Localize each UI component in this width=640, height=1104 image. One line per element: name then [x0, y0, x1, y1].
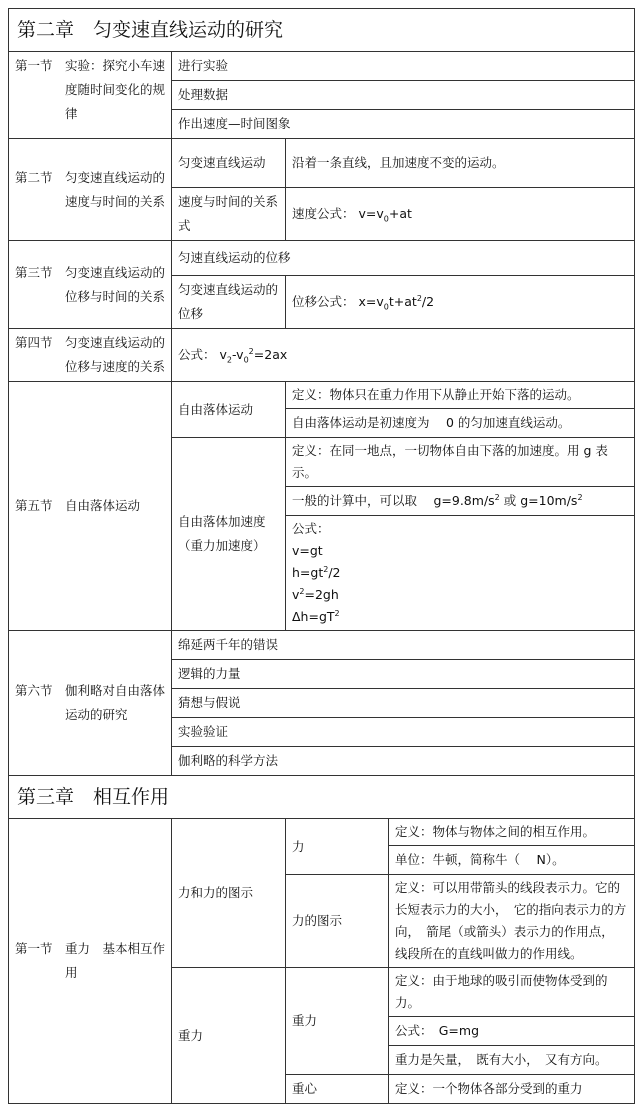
gravity-group-label: 重力 — [172, 968, 286, 1104]
c2s5-heading — [9, 382, 172, 631]
center-of-gravity-definition: 定义：一个物体各部分受到的重力 — [389, 1075, 635, 1104]
freefall-note: 自由落体运动是初速度为 0 的匀加速直线运动。 — [286, 409, 635, 438]
force-label: 力 — [286, 819, 389, 875]
section-number: 第二节 — [15, 169, 53, 185]
force-definition: 定义：物体与物体之间的相互作用。 — [389, 819, 635, 846]
section-title: 匀变速直线运动的位移与速度的关系 — [65, 335, 166, 374]
gravity-accel-definition: 定义：在同一地点，一切物体自由下落的加速度。用 g 表示。 — [286, 438, 635, 487]
gravity-label: 重力 — [286, 968, 389, 1075]
c2s1-item-2: 处理数据 — [172, 81, 635, 110]
c2s2-row2-label: 速度与时间的关系式 — [172, 188, 286, 241]
chapter2-table-b — [8, 381, 635, 776]
c2s3-heading — [9, 241, 172, 329]
chapter3-title: 第三章 相互作用 — [9, 776, 635, 819]
study-notes-page — [8, 8, 634, 1104]
section-number: 第五节 — [15, 498, 53, 513]
chapter2-title: 第二章 匀变速直线运动的研究 — [9, 9, 635, 52]
c2s2-row1-label: 匀变速直线运动 — [172, 139, 286, 188]
chapter3-table — [8, 775, 635, 1104]
gravity-accel-label: 自由落体加速度（重力加速度） — [172, 438, 286, 631]
center-of-gravity-label: 重心 — [286, 1075, 389, 1104]
force-diagram-group-label: 力和力的图示 — [172, 819, 286, 968]
gravity-accel-calc: 一般的计算中，可以取 $g=9.8m/s^2$ 或 $g=10m/s^2$ — [286, 487, 635, 516]
formula-4: $\Delta h=gT^2$ — [292, 608, 340, 624]
gravity-definition: 定义：由于地球的吸引而使物体受到的力。 — [389, 968, 635, 1017]
c2s1-heading — [9, 52, 172, 139]
freefall-formulas — [286, 516, 635, 631]
section-title: 匀变速直线运动的位移与时间的关系 — [65, 264, 166, 304]
section-title: 重力 基本相互作用 — [65, 941, 166, 980]
freefall-label: 自由落体运动 — [172, 382, 286, 438]
formula-prefix: 位移公式： — [292, 294, 355, 309]
c2s6-item-5: 伽利略的科学方法 — [172, 747, 635, 776]
c2s2-row1-text: 沿着一条直线，且加速度不变的运动。 — [286, 139, 635, 188]
chapter2-table — [8, 8, 635, 382]
force-unit: 单位：牛顿，简称牛（ N）。 — [389, 846, 635, 875]
section-number: 第一节 — [15, 941, 53, 956]
section-number: 第一节 — [15, 58, 53, 73]
section-title: 实验：探究小车速度随时间变化的规律 — [65, 58, 166, 121]
c2s6-item-3: 猜想与假说 — [172, 689, 635, 718]
formula-title: 公式： — [292, 521, 330, 536]
c3s1-heading — [9, 819, 172, 1104]
c2s3-row2-label: 匀变速直线运动的位移 — [172, 276, 286, 329]
section-number: 第三节 — [15, 264, 53, 280]
displacement-formula: $x=v_0t+at^2/2$ — [358, 293, 435, 312]
gravity-vector-note: 重力是矢量， 既有大小， 又有方向。 — [389, 1046, 635, 1075]
c2s1-item-1: 进行实验 — [172, 52, 635, 81]
c2s6-item-1: 绵延两千年的错误 — [172, 631, 635, 660]
section-title: 伽利略对自由落体运动的研究 — [65, 683, 166, 722]
formula-prefix: 公式： — [178, 347, 216, 362]
c2s6-item-4: 实验验证 — [172, 718, 635, 747]
formula-prefix: 速度公式： — [292, 206, 355, 221]
force-diagram-label: 力的图示 — [286, 875, 389, 968]
c2s4-formula-cell — [172, 329, 635, 382]
c2s2-heading — [9, 139, 172, 241]
c2s6-item-2: 逻辑的力量 — [172, 660, 635, 689]
formula-3: $v^2=2gh$ — [292, 586, 339, 602]
c2s4-heading — [9, 329, 172, 382]
formula-2: $h=gt^2/2$ — [292, 564, 341, 580]
c2s2-row2-formula-cell — [286, 188, 635, 241]
c2s3-row1: 匀速直线运动的位移 — [172, 241, 635, 276]
velocity-displacement-formula: $v_2-v_0^2=2ax$ — [219, 346, 288, 365]
freefall-definition: 定义：物体只在重力作用下从静止开始下落的运动。 — [286, 382, 635, 409]
section-title: 自由落体运动 — [65, 498, 141, 513]
force-diagram-definition: 定义：可以用带箭头的线段表示力。它的长短表示力的大小， 它的指向表示力的方向， 箭尾（或箭头）表示力的作用点， 线段所在的直线叫做力的作用线。 — [389, 875, 635, 968]
c2s1-item-3: 作出速度—时间图象 — [172, 110, 635, 139]
gravity-formula: 公式： G=mg — [389, 1017, 635, 1046]
section-title: 匀变速直线运动的速度与时间的关系 — [65, 169, 166, 209]
c2s6-heading — [9, 631, 172, 776]
section-number: 第六节 — [15, 683, 53, 698]
velocity-formula: $v=v_0+at$ — [358, 206, 412, 224]
section-number: 第四节 — [15, 335, 53, 350]
c2s3-row2-formula-cell — [286, 276, 635, 329]
formula-1: v=gt — [292, 543, 323, 558]
